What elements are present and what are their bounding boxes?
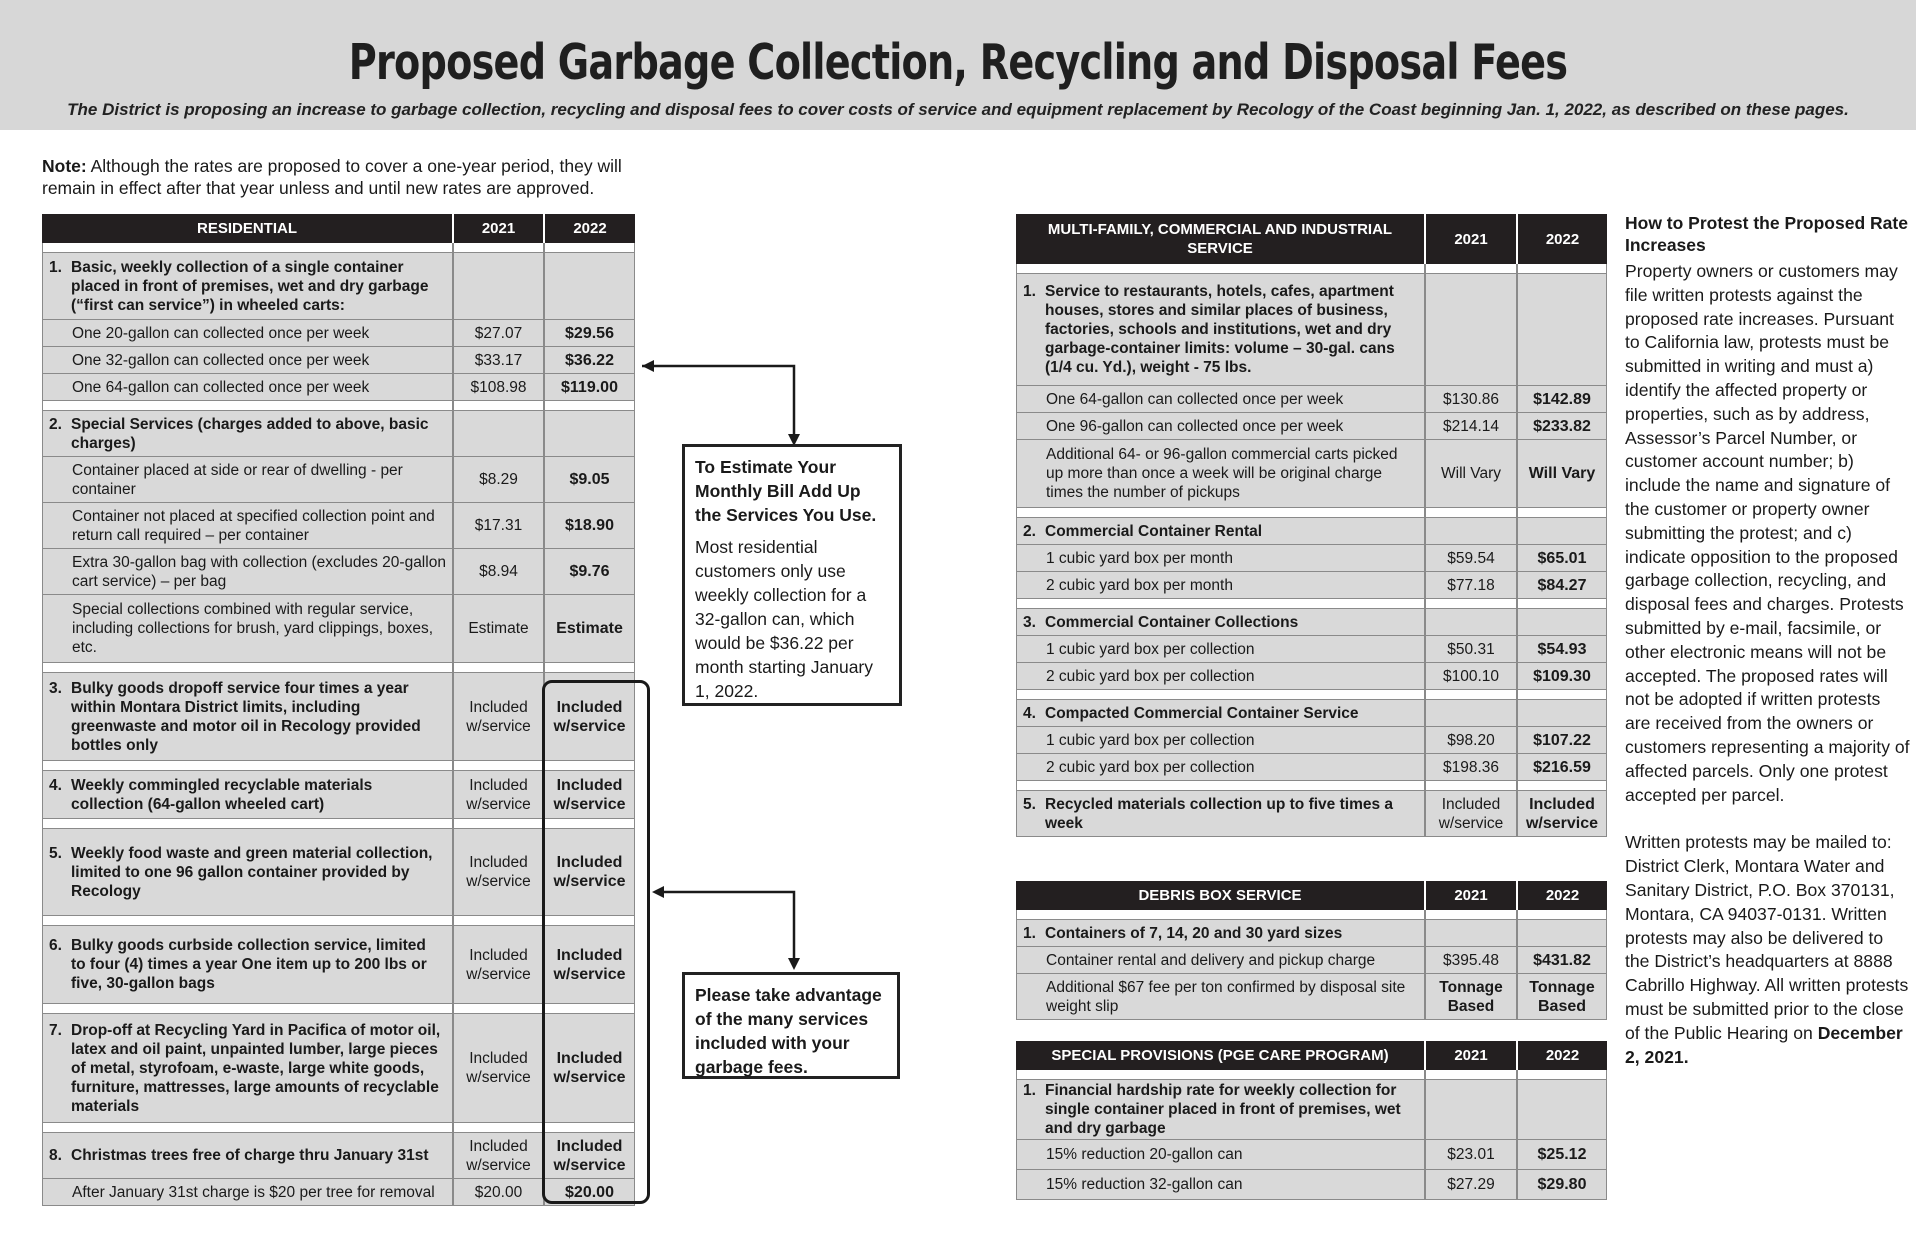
header-2022: 2022 — [1516, 1041, 1607, 1070]
debris-box-table — [1016, 881, 1607, 1020]
header-multifamily: MULTI-FAMILY, COMMERCIAL AND INDUSTRIAL SERVICE — [1016, 214, 1424, 264]
table-row: After January 31st charge is $20 per tree for removal $20.00 $20.00 — [42, 1179, 635, 1206]
section-row: 4. Weekly commingled recyclable materials collection (64-gallon wheeled cart) Included w/service Included w/service — [42, 771, 635, 819]
section-row: 1. Service to restaurants, hotels, cafes, apartment houses, stores and similar places of business, factories, schools and institutions, wet and dry garbage-container limits: volume – 30-gal. cans (1/4 cu. Yd.), weight - 75 lbs. — [1016, 274, 1607, 386]
table-row: 15% reduction 32-gallon can $27.29 $29.80 — [1016, 1170, 1607, 1200]
section-row: 3. Bulky goods dropoff service four times a year within Montara District limits, including greenwaste and motor oil in Recology provided bottles only Included w/service Included w/service — [42, 673, 635, 761]
table-row: Container not placed at specified collection point and return call required – per container $17.31 $18.90 — [42, 503, 635, 549]
multifamily-table — [1016, 214, 1607, 837]
section-row: 4. Compacted Commercial Container Service — [1016, 700, 1607, 727]
section-row: 5. Recycled materials collection up to five times a week Included w/service Included w/service — [1016, 791, 1607, 837]
protest-paragraph: Property owners or customers may file written protests against the proposed rate increases. Pursuant to California law, protests must be submitted in writing and must a) identify the affected property or properties, such as by address, Assessor’s Parcel Number, or customer account number; b) include the name and signature of the customer or property owner submitting the protest; and c) indicate opposition to the proposed garbage collection, recycling, and disposal fees and charges. Protests submitted by e-mail, facsimile, or other electronic means will not be accepted. The proposed rates will not be adopted if written protests are received from the owners or customers representing a majority of affected parcels. Only one protest accepted per parcel. — [1625, 261, 1910, 805]
section-row: 8. Christmas trees free of charge thru January 31st Included w/service Included w/service — [42, 1133, 635, 1179]
note-label: Note: — [42, 156, 87, 176]
protest-mail-paragraph: Written protests may be mailed to: District Clerk, Montara Water and Sanitary District, P.O. Box 370131, Montara, CA 94037-0131. Written protests may also be delivered to the District’s headquarters at 8888 Cabrillo Highway. All written protests must be submitted prior to the close of the Public Hearing on December 2, 2021. — [1625, 832, 1909, 1067]
section-row: 1. Financial hardship rate for weekly collection for single container placed in front of premises, wet and dry garbage — [1016, 1080, 1607, 1140]
page-title: Proposed Garbage Collection, Recycling and Disposal Fees — [348, 34, 1568, 91]
estimate-callout — [682, 444, 902, 706]
table-header-row — [1016, 1041, 1607, 1070]
section-row: 5. Weekly food waste and green material collection, limited to one 96 gallon container provided by Recology Included w/service Included w/service — [42, 829, 635, 916]
section-row: 6. Bulky goods curbside collection service, limited to four (4) times a year One item up to 200 lbs or five, 30-gallon bags Included w/service Included w/service — [42, 926, 635, 1004]
table-row: One 20-gallon can collected once per week $27.07 $29.56 — [42, 320, 635, 347]
table-row: One 96-gallon can collected once per week $214.14 $233.82 — [1016, 413, 1607, 440]
hearing-date: December 2, 2021. — [1625, 1022, 1903, 1067]
section-row: 7. Drop-off at Recycling Yard in Pacifica of motor oil, latex and oil paint, unpainted lumber, large pieces of metal, styrofoam, e-waste, large white goods, furniture, mattresses, large amounts of recyclable materials Included w/service Included w/service — [42, 1014, 635, 1123]
table-row: One 64-gallon can collected once per week $108.98 $119.00 — [42, 374, 635, 401]
header-2021: 2021 — [1424, 214, 1516, 264]
table-row: Special collections combined with regular service, including collections for brush, yard clippings, boxes, etc. Estimate Estimate — [42, 595, 635, 663]
section-title: Special Services (charges added to above, basic charges) — [71, 415, 429, 452]
table-row: 1 cubic yard box per collection $98.20 $107.22 — [1016, 727, 1607, 754]
header-2021: 2021 — [1424, 881, 1516, 910]
protest-instructions — [1625, 212, 1910, 1093]
header-2022: 2022 — [543, 214, 635, 243]
header-2021: 2021 — [452, 214, 543, 243]
table-row: 2 cubic yard box per collection $100.10 $109.30 — [1016, 663, 1607, 690]
estimate-heading: To Estimate Your Monthly Bill Add Up the Services You Use. — [695, 457, 877, 525]
section-title: Basic, weekly collection of a single container placed in front of premises, wet and dry garbage (“first can service”) in wheeled carts: — [71, 258, 429, 314]
table-row: Additional 64- or 96-gallon commercial carts picked up more than once a week will be original charge times the number of pickups Will Vary Will Vary — [1016, 440, 1607, 508]
table-row: One 32-gallon can collected once per week $33.17 $36.22 — [42, 347, 635, 374]
note-text: Although the rates are proposed to cover a one-year period, they will remain in effect after that year unless and until new rates are approved. — [42, 156, 622, 198]
table-row: Additional $67 fee per ton confirmed by disposal site weight slip Tonnage Based Tonnage Based — [1016, 974, 1607, 1020]
header-special: SPECIAL PROVISIONS (PGE CARE PROGRAM) — [1016, 1041, 1424, 1070]
table-row: 1 cubic yard box per collection $50.31 $54.93 — [1016, 636, 1607, 663]
estimate-body: Most residential customers only use weekly collection for a 32-gallon can, which would be $36.22 per month starting January 1, 2022. — [695, 537, 874, 701]
table-row: 15% reduction 20-gallon can $23.01 $25.12 — [1016, 1140, 1607, 1170]
advantage-callout — [682, 972, 900, 1079]
advantage-text: Please take advantage of the many services included with your garbage fees. — [695, 985, 882, 1077]
section-row: 3. Commercial Container Collections — [1016, 609, 1607, 636]
table-header-row — [1016, 214, 1607, 264]
header-2021: 2021 — [1424, 1041, 1516, 1070]
protest-heading: How to Protest the Proposed Rate Increases — [1625, 213, 1908, 255]
header-2022: 2022 — [1516, 214, 1607, 264]
table-row: 2 cubic yard box per collection $198.36 $216.59 — [1016, 754, 1607, 781]
table-row: 1 cubic yard box per month $59.54 $65.01 — [1016, 545, 1607, 572]
header-2022: 2022 — [1516, 881, 1607, 910]
section-row: 1. Basic, weekly collection of a single container placed in front of premises, wet and dry garbage (“first can service”) in wheeled carts: — [42, 253, 635, 320]
table-row: 2 cubic yard box per month $77.18 $84.27 — [1016, 572, 1607, 599]
special-provisions-table — [1016, 1041, 1607, 1200]
section-row: 1. Containers of 7, 14, 20 and 30 yard sizes — [1016, 920, 1607, 947]
page-subtitle: The District is proposing an increase to garbage collection, recycling and disposal fees to cover costs of service and equipment replacement by Recology of the Coast beginning Jan. 1, 2022, as described on these pages. — [67, 100, 1849, 119]
section-row: 2. Commercial Container Rental — [1016, 518, 1607, 545]
header-debris: DEBRIS BOX SERVICE — [1016, 881, 1424, 910]
table-row: Container placed at side or rear of dwelling - per container $8.29 $9.05 — [42, 457, 635, 503]
header-residential: RESIDENTIAL — [42, 214, 452, 243]
section-row: 2. Special Services (charges added to above, basic charges) — [42, 411, 635, 457]
table-row: Extra 30-gallon bag with collection (excludes 20-gallon cart service) – per bag $8.94 $9.76 — [42, 549, 635, 595]
table-row: Container rental and delivery and pickup charge $395.48 $431.82 — [1016, 947, 1607, 974]
table-header-row — [1016, 881, 1607, 910]
table-row: One 64-gallon can collected once per week $130.86 $142.89 — [1016, 386, 1607, 413]
